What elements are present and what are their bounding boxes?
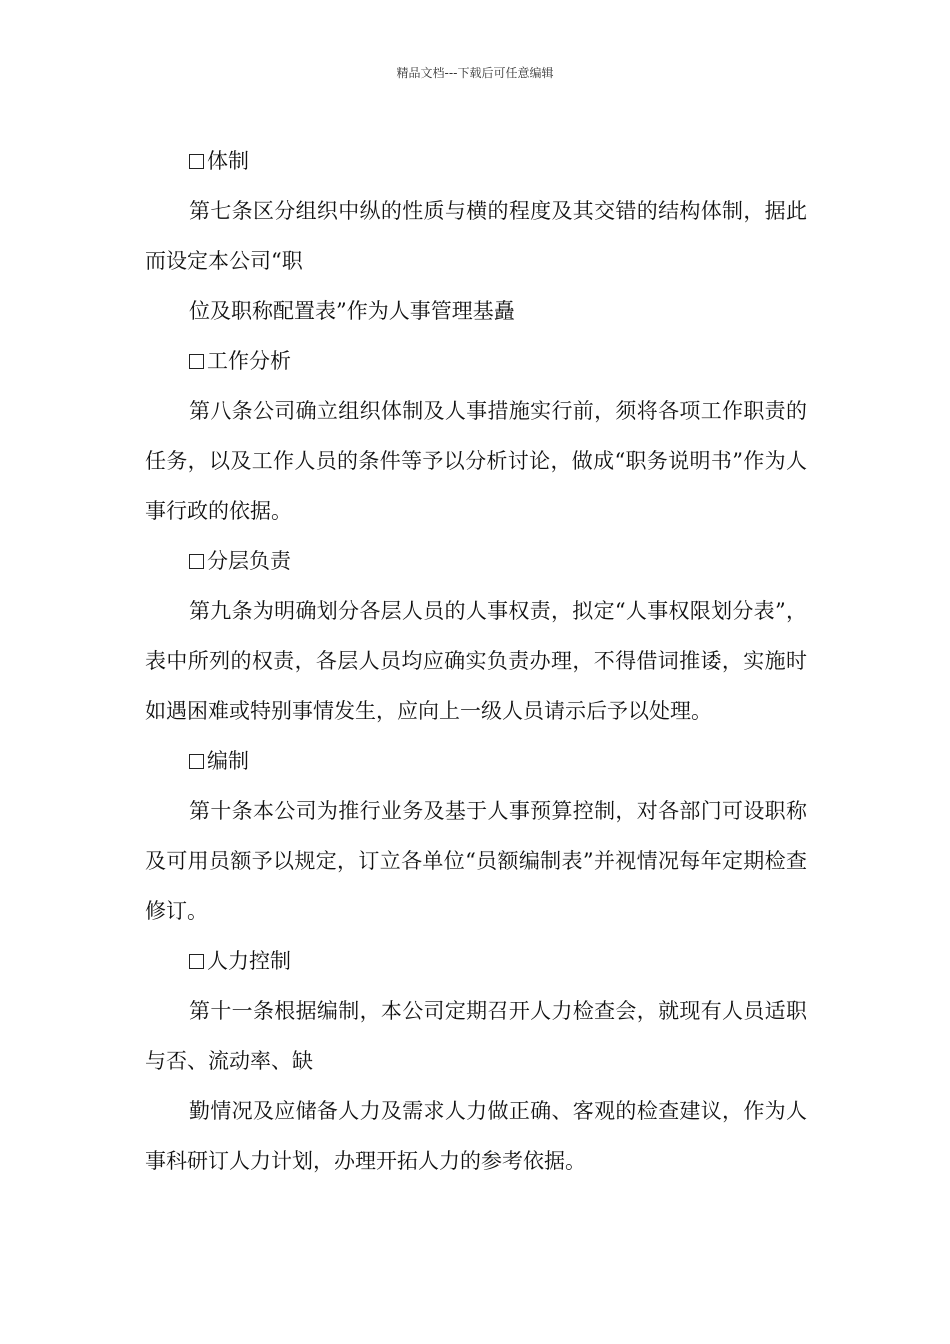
- paragraph: 位及职称配置表”作为人事管理基矗: [189, 299, 515, 323]
- section-heading: [145, 536, 807, 586]
- section-heading-text: 体制: [207, 149, 249, 173]
- paragraph: 勤情况及应储备人力及需求人力做正确、客观的检查建议，作为人事科研订人力计划，办理开拓人力的参考依据。: [145, 1099, 807, 1173]
- section-heading-text: 人力控制: [207, 949, 291, 973]
- page-header: 精品文档---下载后可任意编辑: [396, 66, 554, 80]
- section-heading: [145, 736, 807, 786]
- paragraph: 第八条公司确立组织体制及人事措施实行前，须将各项工作职责的任务，以及工作人员的条件等予以分析讨论，做成“职务说明书”作为人事行政的依据。: [145, 399, 807, 523]
- checkbox-icon: [189, 554, 204, 569]
- document-body: [145, 136, 807, 1186]
- checkbox-icon: [189, 954, 204, 969]
- section-heading-text: 编制: [207, 749, 249, 773]
- paragraph: 第七条区分组织中纵的性质与横的程度及其交错的结构体制，据此而设定本公司“职: [145, 199, 807, 273]
- checkbox-icon: [189, 754, 204, 769]
- paragraph: 第十一条根据编制，本公司定期召开人力检查会，就现有人员适职与否、流动率、缺: [145, 999, 807, 1073]
- section-heading: [145, 936, 807, 986]
- paragraph: 第十条本公司为推行业务及基于人事预算控制，对各部门可设职称及可用员额予以规定，订立各单位“员额编制表”并视情况每年定期检查修订。: [145, 799, 807, 923]
- checkbox-icon: [189, 154, 204, 169]
- section-heading: [145, 136, 807, 186]
- checkbox-icon: [189, 354, 204, 369]
- section-heading: [145, 336, 807, 386]
- paragraph: 第九条为明确划分各层人员的人事权责，拟定“人事权限划分表”，表中所列的权责，各层人员均应确实负责办理，不得借词推诿，实施时如遇困难或特别事情发生，应向上一级人员请示后予以处理。: [145, 599, 807, 723]
- section-heading-text: 分层负责: [207, 549, 291, 573]
- section-heading-text: 工作分析: [207, 349, 291, 373]
